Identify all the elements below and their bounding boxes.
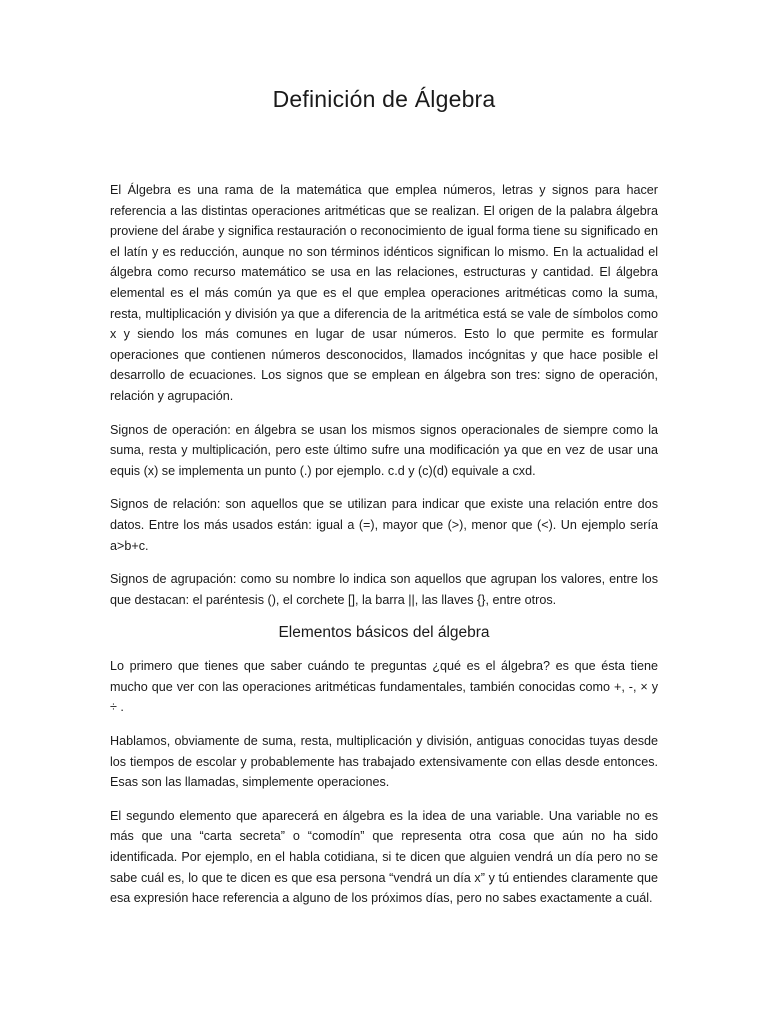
section-heading: Elementos básicos del álgebra	[278, 624, 490, 642]
paragraph-operations-detail: Hablamos, obviamente de suma, resta, multiplicación y división, antiguas conocidas tuyas desde los tiempos de escolar y probablemente has trabajado extensivamente con ellas desde entonces. Esas son las llamadas, simplemente operaciones.	[110, 734, 658, 790]
paragraph-basic-operations: Lo primero que tienes que saber cuándo te preguntas ¿qué es el álgebra? es que ésta tiene mucho que ver con las operaciones aritméticas fundamentales, también conocidas como +, -, × y ÷ .	[110, 659, 658, 715]
page-title: Definición de Álgebra	[272, 86, 496, 112]
document-body	[110, 180, 658, 922]
paragraph-variables: El segundo elemento que aparecerá en álgebra es la idea de una variable. Una variable no es más que una “carta secreta” o “comodín” que representa otra cosa que aún no ha sido identificada. Por ejemplo, en el habla cotidiana, si te dicen que alguien vendrá un día pero no se sabe cuál es, lo que te dicen es que esa persona “vendrá un día x” y tú entiendes claramente que esa expresión hace referencia a alguno de los próximos días, pero no sabes exactamente a cuál.	[110, 808, 658, 906]
paragraph-intro: El Álgebra es una rama de la matemática que emplea números, letras y signos para hacer referencia a las distintas operaciones aritméticas que se realizan. El origen de la palabra álgebra proviene del árabe y significa restauración o reconocimiento de igual forma tiene su significado en el latín y es reducción, aunque no son términos idénticos significan lo mismo. En la actualidad el álgebra como recurso matemático se usa en las relaciones, estructuras y cantidad. El álgebra elemental es el más común ya que es el que emplea operaciones aritméticas como la suma, resta, multiplicación y división ya que a diferencia de la aritmética está se vale de símbolos como x y siendo los más comunes en lugar de usar números. Esto lo que permite es formular operaciones que contienen números desconocidos, llamados incógnitas y que hace posible el desarrollo de ecuaciones. Los signos que se emplean en álgebra son tres: signo de operación, relación y agrupación.	[110, 183, 658, 403]
paragraph-relation-signs: Signos de relación: son aquellos que se utilizan para indicar que existe una relación entre dos datos. Entre los más usados están: igual a (=), mayor que (>), menor que (<). Un ejemplo sería a>b+c.	[110, 497, 658, 553]
paragraph-operation-signs: Signos de operación: en álgebra se usan los mismos signos operacionales de siempre como la suma, resta y multiplicación, pero este último sufre una modificación ya que en vez de usar una equis (x) se implementa un punto (.) por ejemplo. c.d y (c)(d) equivale a cxd.	[110, 422, 658, 478]
paragraph-grouping-signs: Signos de agrupación: como su nombre lo indica son aquellos que agrupan los valores, entre los que destacan: el paréntesis (), el corchete [], la barra ||, las llaves {}, entre otros.	[110, 572, 658, 607]
